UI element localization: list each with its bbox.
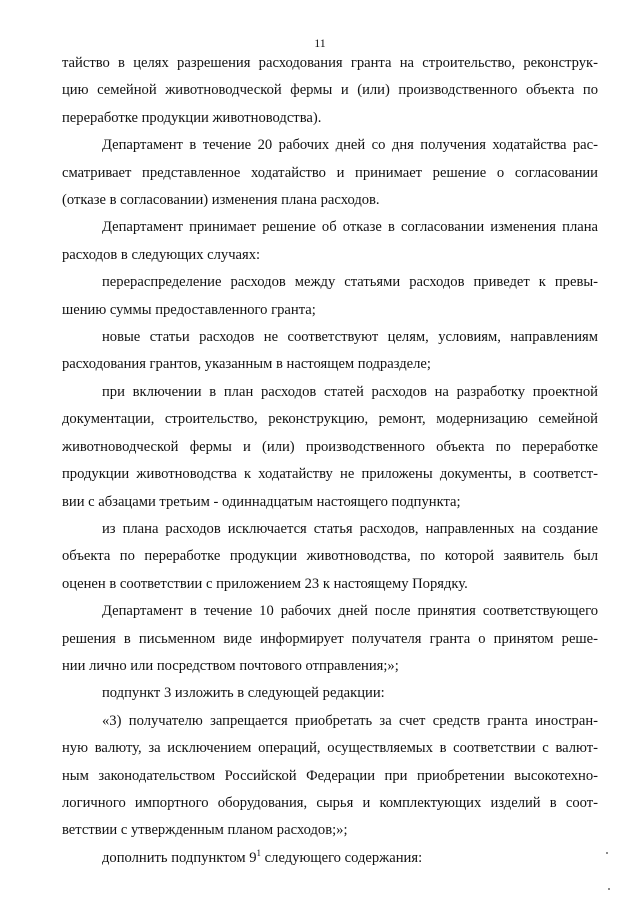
text-line: ветствии с утвержденным планом расходов;»; xyxy=(62,822,348,839)
document-body xyxy=(62,50,598,872)
page-number: 11 xyxy=(314,36,326,50)
text-line: сматривает представленное ходатайство и принимает решение о согласовании xyxy=(62,164,598,181)
text-line: объекта по переработке продукции животноводства, по которой заявитель был xyxy=(62,548,598,565)
text-line: решения в письменном виде информирует получателя гранта о принятом реше- xyxy=(62,630,598,647)
paragraph xyxy=(62,708,598,845)
text-line: шению суммы предоставленного гранта; xyxy=(62,301,316,318)
paragraph xyxy=(62,269,598,324)
text-line: тайство в целях разрешения расходования гранта на строительство, реконструк- xyxy=(62,55,598,71)
text-line: нии лично или посредством почтового отправления;»; xyxy=(62,657,399,674)
text-line: Департамент принимает решение об отказе в согласовании изменения плана xyxy=(102,219,598,236)
text-line: логичного импортного оборудования, сырья и комплектующих изделий в соот- xyxy=(62,794,598,811)
paragraph xyxy=(62,516,598,598)
text-line: документации, строительство, реконструкцию, ремонт, модернизацию семейной xyxy=(62,411,598,428)
text-line: переработке продукции животноводства). xyxy=(62,109,322,126)
text-fragment: дополнить подпунктом 9 xyxy=(102,849,257,866)
text-line: вии с абзацами третьим - одиннадцатым настоящего подпункта; xyxy=(62,493,461,510)
text-line: продукции животноводства к ходатайству не приложены документы, в соответст- xyxy=(62,466,598,483)
paragraph xyxy=(62,132,598,214)
text-line: Департамент в течение 10 рабочих дней после принятия соответствующего xyxy=(102,603,598,620)
paragraph xyxy=(62,598,598,680)
paragraph xyxy=(62,680,598,707)
paragraph xyxy=(62,379,598,516)
text-line: цию семейной животноводческой фермы и (или) производственного объекта по xyxy=(62,82,598,99)
text-line: оценен в соответствии с приложением 23 к настоящему Порядку. xyxy=(62,575,468,592)
text-line xyxy=(62,845,598,872)
text-line: Департамент в течение 20 рабочих дней со дня получения ходатайства рас- xyxy=(102,137,598,154)
text-line: ную валюту, за исключением операций, осуществляемых в соответствии с валют- xyxy=(62,740,598,757)
text-line: при включении в план расходов статей расходов на разработку проектной xyxy=(102,383,598,400)
text-line: (отказе в согласовании) изменения плана расходов. xyxy=(62,192,380,209)
text-line: животноводческой фермы и (или) производственного объекта по переработке xyxy=(62,438,598,455)
paragraph xyxy=(62,324,598,379)
paragraph xyxy=(62,214,598,269)
text-line: перераспределение расходов между статьями расходов приведет к превы- xyxy=(102,274,598,291)
text-line: из плана расходов исключается статья расходов, направленных на создание xyxy=(102,520,598,537)
text-line: расходов в следующих случаях: xyxy=(62,246,261,263)
paragraph xyxy=(62,845,598,872)
text-fragment: следующего содержания: xyxy=(261,849,423,866)
text-line: расходования грантов, указанным в настоящем подразделе; xyxy=(62,356,431,373)
text-line: подпункт 3 изложить в следующей редакции: xyxy=(102,685,385,702)
paragraph xyxy=(62,50,598,132)
text-line: «3) получателю запрещается приобретать за счет средств гранта иностран- xyxy=(102,712,598,729)
text-line: ным законодательством Российской Федерации при приобретении высокотехно- xyxy=(62,767,598,784)
superscript-number: 1 xyxy=(256,847,262,858)
scan-speck xyxy=(608,888,610,890)
scan-speck xyxy=(606,852,608,854)
text-line: новые статьи расходов не соответствуют целям, условиям, направлениям xyxy=(102,329,598,346)
